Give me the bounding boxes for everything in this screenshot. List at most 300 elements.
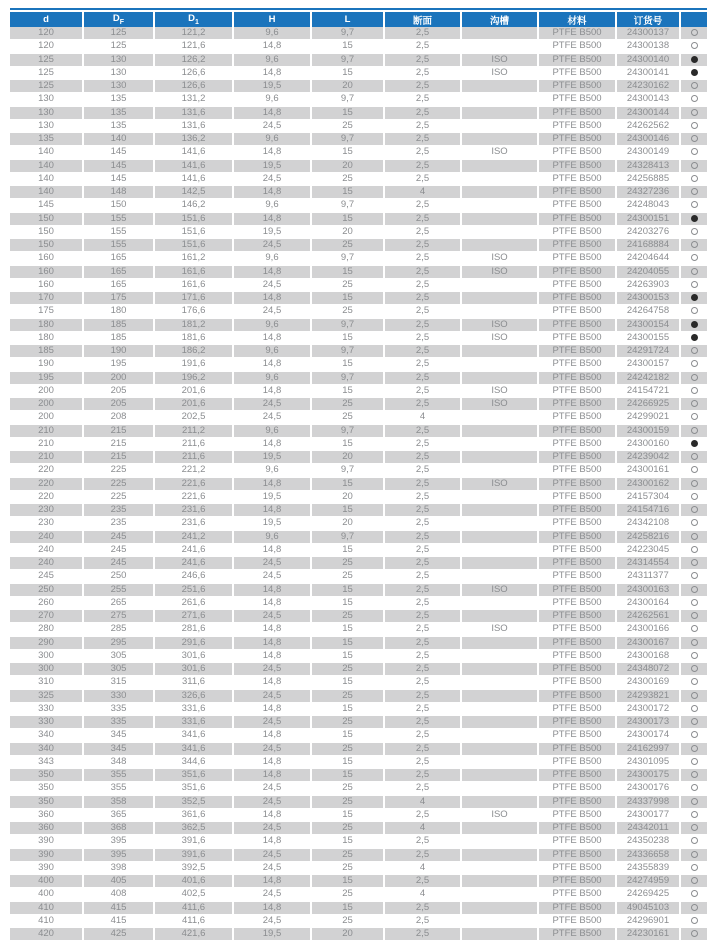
cell-d: 270: [10, 610, 82, 623]
open-circle-icon: [691, 678, 698, 685]
cell-material: PTFE B500: [537, 703, 615, 716]
cell-d-1: 211,6: [153, 438, 232, 451]
table-row: [10, 849, 707, 862]
cell-d-1: 131,6: [153, 120, 232, 133]
cell-order-number: 24242182: [615, 372, 679, 385]
cell-d: 150: [10, 213, 82, 226]
cell-material: PTFE B500: [537, 464, 615, 477]
cell-cross-section: 2,5: [383, 544, 460, 557]
open-circle-icon: [691, 837, 698, 844]
cell-h: 19,5: [232, 160, 310, 173]
cell-d-1: 291,6: [153, 637, 232, 650]
cell-order-number: 24291724: [615, 345, 679, 358]
cell-order-number: 24262561: [615, 610, 679, 623]
cell-d-f: 150: [82, 199, 153, 212]
cell-d-1: 391,6: [153, 849, 232, 862]
cell-d-f: 130: [82, 80, 153, 93]
cell-d-f: 355: [82, 782, 153, 795]
cell-groove: [460, 650, 537, 663]
cell-h: 24,5: [232, 849, 310, 862]
open-circle-icon: [691, 572, 698, 579]
open-circle-icon: [691, 493, 698, 500]
cell-order-number: 24300162: [615, 478, 679, 491]
cell-d-f: 215: [82, 451, 153, 464]
cell-availability: [679, 862, 707, 875]
cell-order-number: 24348072: [615, 663, 679, 676]
table-row: [10, 663, 707, 676]
cell-groove: [460, 491, 537, 504]
cell-groove: [460, 690, 537, 703]
cell-h: 14,8: [232, 544, 310, 557]
open-circle-icon: [691, 798, 698, 805]
cell-order-number: 24300141: [615, 67, 679, 80]
cell-l: 20: [310, 928, 383, 941]
table-row: [10, 358, 707, 371]
cell-d-f: 235: [82, 517, 153, 530]
cell-l: 25: [310, 782, 383, 795]
cell-cross-section: 2,5: [383, 252, 460, 265]
cell-cross-section: 2,5: [383, 597, 460, 610]
cell-d-1: 241,6: [153, 557, 232, 570]
table-row: [10, 570, 707, 583]
cell-h: 19,5: [232, 451, 310, 464]
table-row: [10, 623, 707, 636]
table-row: [10, 425, 707, 438]
cell-availability: [679, 80, 707, 93]
cell-groove: ISO: [460, 67, 537, 80]
table-row: [10, 782, 707, 795]
cell-l: 20: [310, 160, 383, 173]
open-circle-icon: [691, 201, 698, 208]
cell-l: 9,7: [310, 93, 383, 106]
cell-d-1: 211,6: [153, 451, 232, 464]
table-row: [10, 716, 707, 729]
cell-d-1: 141,6: [153, 173, 232, 186]
cell-d: 343: [10, 756, 82, 769]
cell-l: 25: [310, 915, 383, 928]
cell-groove: [460, 93, 537, 106]
cell-d-1: 201,6: [153, 398, 232, 411]
cell-d-1: 281,6: [153, 623, 232, 636]
cell-d: 410: [10, 902, 82, 915]
cell-groove: [460, 915, 537, 928]
cell-cross-section: 2,5: [383, 716, 460, 729]
table-row: [10, 862, 707, 875]
open-circle-icon: [691, 307, 698, 314]
cell-cross-section: 2,5: [383, 133, 460, 146]
cell-material: PTFE B500: [537, 570, 615, 583]
cell-order-number: 24299021: [615, 411, 679, 424]
table-row: [10, 372, 707, 385]
cell-groove: [460, 597, 537, 610]
cell-material: PTFE B500: [537, 80, 615, 93]
table-row: [10, 888, 707, 901]
cell-material: PTFE B500: [537, 332, 615, 345]
cell-h: 9,6: [232, 425, 310, 438]
cell-order-number: 24256885: [615, 173, 679, 186]
cell-groove: [460, 756, 537, 769]
cell-h: 24,5: [232, 398, 310, 411]
cell-d-f: 208: [82, 411, 153, 424]
open-circle-icon: [691, 890, 698, 897]
cell-d-f: 425: [82, 928, 153, 941]
cell-d: 245: [10, 570, 82, 583]
cell-groove: ISO: [460, 332, 537, 345]
cell-l: 25: [310, 557, 383, 570]
cell-d-1: 142,5: [153, 186, 232, 199]
cell-order-number: 24266925: [615, 398, 679, 411]
cell-groove: [460, 743, 537, 756]
cell-d-1: 271,6: [153, 610, 232, 623]
cell-h: 24,5: [232, 915, 310, 928]
column-header-h: H: [232, 12, 310, 27]
cell-groove: [460, 160, 537, 173]
cell-d-f: 285: [82, 623, 153, 636]
cell-d-f: 165: [82, 266, 153, 279]
cell-availability: [679, 756, 707, 769]
cell-d: 150: [10, 226, 82, 239]
cell-cross-section: 2,5: [383, 729, 460, 742]
cell-order-number: 24204055: [615, 266, 679, 279]
cell-d-1: 131,6: [153, 107, 232, 120]
cell-h: 14,8: [232, 385, 310, 398]
cell-material: PTFE B500: [537, 676, 615, 689]
cell-order-number: 24300168: [615, 650, 679, 663]
cell-groove: [460, 531, 537, 544]
cell-cross-section: 2,5: [383, 478, 460, 491]
cell-cross-section: 2,5: [383, 54, 460, 67]
cell-d-f: 315: [82, 676, 153, 689]
cell-order-number: 24154716: [615, 504, 679, 517]
cell-h: 14,8: [232, 266, 310, 279]
cell-availability: [679, 146, 707, 159]
table-row: [10, 796, 707, 809]
cell-l: 25: [310, 279, 383, 292]
cell-order-number: 24300157: [615, 358, 679, 371]
table-row: [10, 743, 707, 756]
cell-availability: [679, 822, 707, 835]
cell-d-f: 225: [82, 478, 153, 491]
cell-availability: [679, 345, 707, 358]
cell-d-f: 165: [82, 252, 153, 265]
cell-order-number: 24300161: [615, 464, 679, 477]
cell-availability: [679, 292, 707, 305]
cell-material: PTFE B500: [537, 504, 615, 517]
cell-availability: [679, 464, 707, 477]
open-circle-icon: [691, 692, 698, 699]
cell-d: 130: [10, 93, 82, 106]
filled-circle-icon: [691, 440, 698, 447]
cell-d-f: 415: [82, 902, 153, 915]
cell-d-f: 225: [82, 491, 153, 504]
table-row: [10, 451, 707, 464]
cell-cross-section: 4: [383, 822, 460, 835]
cell-material: PTFE B500: [537, 107, 615, 120]
cell-order-number: 24157304: [615, 491, 679, 504]
table-row: [10, 491, 707, 504]
open-circle-icon: [691, 917, 698, 924]
cell-cross-section: 2,5: [383, 385, 460, 398]
cell-h: 9,6: [232, 93, 310, 106]
cell-groove: [460, 464, 537, 477]
cell-material: PTFE B500: [537, 902, 615, 915]
filled-circle-icon: [691, 56, 698, 63]
cell-d: 325: [10, 690, 82, 703]
cell-availability: [679, 690, 707, 703]
cell-groove: [460, 438, 537, 451]
cell-availability: [679, 213, 707, 226]
cell-d-1: 362,5: [153, 822, 232, 835]
cell-order-number: 24300167: [615, 637, 679, 650]
table-row: [10, 676, 707, 689]
cell-d: 140: [10, 186, 82, 199]
cell-order-number: 24203276: [615, 226, 679, 239]
cell-groove: [460, 504, 537, 517]
cell-cross-section: 2,5: [383, 67, 460, 80]
table-row: [10, 464, 707, 477]
cell-d-1: 221,2: [153, 464, 232, 477]
cell-order-number: 24300151: [615, 213, 679, 226]
cell-groove: [460, 173, 537, 186]
cell-groove: [460, 862, 537, 875]
cell-d: 400: [10, 888, 82, 901]
cell-l: 15: [310, 902, 383, 915]
cell-d-1: 151,6: [153, 239, 232, 252]
table-row: [10, 173, 707, 186]
cell-order-number: 24300159: [615, 425, 679, 438]
cell-cross-section: 2,5: [383, 504, 460, 517]
cell-groove: [460, 107, 537, 120]
cell-l: 15: [310, 186, 383, 199]
cell-order-number: 24204644: [615, 252, 679, 265]
cell-groove: [460, 703, 537, 716]
cell-cross-section: 2,5: [383, 451, 460, 464]
table-row: [10, 332, 707, 345]
cell-l: 9,7: [310, 252, 383, 265]
cell-d-1: 126,6: [153, 67, 232, 80]
cell-d-f: 335: [82, 703, 153, 716]
cell-groove: ISO: [460, 146, 537, 159]
cell-l: 25: [310, 849, 383, 862]
cell-groove: [460, 517, 537, 530]
open-circle-icon: [691, 148, 698, 155]
cell-material: PTFE B500: [537, 584, 615, 597]
cell-h: 24,5: [232, 796, 310, 809]
cell-availability: [679, 544, 707, 557]
cell-order-number: 24300144: [615, 107, 679, 120]
cell-cross-section: 2,5: [383, 93, 460, 106]
cell-cross-section: 4: [383, 888, 460, 901]
open-circle-icon: [691, 42, 698, 49]
cell-l: 25: [310, 743, 383, 756]
cell-d: 350: [10, 796, 82, 809]
cell-d-f: 368: [82, 822, 153, 835]
cell-d-f: 408: [82, 888, 153, 901]
cell-h: 14,8: [232, 40, 310, 53]
cell-d-f: 398: [82, 862, 153, 875]
cell-d-f: 245: [82, 557, 153, 570]
open-circle-icon: [691, 811, 698, 818]
cell-l: 15: [310, 67, 383, 80]
cell-cross-section: 2,5: [383, 358, 460, 371]
cell-cross-section: 2,5: [383, 690, 460, 703]
cell-d-1: 211,2: [153, 425, 232, 438]
cell-h: 9,6: [232, 464, 310, 477]
open-circle-icon: [691, 360, 698, 367]
open-circle-icon: [691, 387, 698, 394]
cell-order-number: 24314554: [615, 557, 679, 570]
cell-d: 200: [10, 398, 82, 411]
open-circle-icon: [691, 228, 698, 235]
cell-material: PTFE B500: [537, 213, 615, 226]
cell-l: 9,7: [310, 531, 383, 544]
cell-h: 24,5: [232, 822, 310, 835]
cell-cross-section: 4: [383, 186, 460, 199]
cell-order-number: 24300169: [615, 676, 679, 689]
cell-l: 9,7: [310, 54, 383, 67]
cell-availability: [679, 928, 707, 941]
cell-d: 330: [10, 703, 82, 716]
cell-l: 15: [310, 584, 383, 597]
table-row: [10, 186, 707, 199]
table-row: [10, 54, 707, 67]
table-row: [10, 928, 707, 941]
open-circle-icon: [691, 82, 698, 89]
cell-order-number: 24300153: [615, 292, 679, 305]
cell-d-1: 352,5: [153, 796, 232, 809]
cell-material: PTFE B500: [537, 385, 615, 398]
cell-availability: [679, 703, 707, 716]
cell-d-1: 421,6: [153, 928, 232, 941]
cell-d: 420: [10, 928, 82, 941]
cell-d-1: 331,6: [153, 716, 232, 729]
cell-material: PTFE B500: [537, 610, 615, 623]
cell-h: 14,8: [232, 478, 310, 491]
cell-availability: [679, 305, 707, 318]
cell-l: 25: [310, 663, 383, 676]
cell-l: 15: [310, 637, 383, 650]
open-circle-icon: [691, 466, 698, 473]
cell-availability: [679, 782, 707, 795]
cell-d-f: 130: [82, 54, 153, 67]
cell-material: PTFE B500: [537, 862, 615, 875]
column-header-cross-section: 断面: [383, 12, 460, 27]
cell-cross-section: 2,5: [383, 372, 460, 385]
cell-groove: [460, 557, 537, 570]
table-row: [10, 398, 707, 411]
cell-material: PTFE B500: [537, 756, 615, 769]
open-circle-icon: [691, 877, 698, 884]
cell-cross-section: 2,5: [383, 226, 460, 239]
cell-h: 14,8: [232, 292, 310, 305]
cell-order-number: 24300137: [615, 27, 679, 40]
cell-groove: [460, 451, 537, 464]
cell-cross-section: 2,5: [383, 849, 460, 862]
cell-h: 24,5: [232, 120, 310, 133]
cell-d-1: 341,6: [153, 743, 232, 756]
cell-availability: [679, 40, 707, 53]
cell-availability: [679, 597, 707, 610]
cell-d-1: 301,6: [153, 650, 232, 663]
cell-material: PTFE B500: [537, 822, 615, 835]
cell-material: PTFE B500: [537, 358, 615, 371]
cell-l: 15: [310, 478, 383, 491]
cell-h: 14,8: [232, 213, 310, 226]
cell-availability: [679, 531, 707, 544]
cell-groove: [460, 769, 537, 782]
open-circle-icon: [691, 254, 698, 261]
filled-circle-icon: [691, 294, 698, 301]
cell-d-f: 250: [82, 570, 153, 583]
cell-d: 195: [10, 372, 82, 385]
cell-order-number: 24327236: [615, 186, 679, 199]
cell-order-number: 24296901: [615, 915, 679, 928]
cell-l: 15: [310, 266, 383, 279]
cell-groove: ISO: [460, 266, 537, 279]
cell-d-f: 245: [82, 544, 153, 557]
cell-d: 340: [10, 729, 82, 742]
cell-availability: [679, 173, 707, 186]
cell-h: 9,6: [232, 319, 310, 332]
open-circle-icon: [691, 784, 698, 791]
cell-order-number: 24300146: [615, 133, 679, 146]
table-row: [10, 875, 707, 888]
table-row: [10, 239, 707, 252]
cell-order-number: 24274959: [615, 875, 679, 888]
cell-d-1: 241,2: [153, 531, 232, 544]
column-header-l: L: [310, 12, 383, 27]
cell-l: 20: [310, 80, 383, 93]
cell-l: 25: [310, 305, 383, 318]
cell-availability: [679, 743, 707, 756]
cell-d-f: 395: [82, 849, 153, 862]
cell-order-number: 24300175: [615, 769, 679, 782]
table-row: [10, 504, 707, 517]
cell-d-f: 155: [82, 213, 153, 226]
cell-availability: [679, 279, 707, 292]
cell-d: 300: [10, 650, 82, 663]
cell-d-f: 155: [82, 239, 153, 252]
cell-h: 14,8: [232, 729, 310, 742]
cell-d-f: 145: [82, 173, 153, 186]
cell-d: 220: [10, 464, 82, 477]
table-row: [10, 438, 707, 451]
open-circle-icon: [691, 281, 698, 288]
cell-availability: [679, 160, 707, 173]
cell-h: 14,8: [232, 623, 310, 636]
cell-cross-section: 2,5: [383, 623, 460, 636]
column-header-subscript: 1: [194, 18, 199, 26]
cell-material: PTFE B500: [537, 690, 615, 703]
cell-d: 140: [10, 160, 82, 173]
cell-l: 9,7: [310, 27, 383, 40]
cell-d-1: 131,2: [153, 93, 232, 106]
cell-groove: [460, 637, 537, 650]
cell-cross-section: 2,5: [383, 782, 460, 795]
cell-material: PTFE B500: [537, 411, 615, 424]
cell-d-f: 305: [82, 663, 153, 676]
cell-h: 14,8: [232, 637, 310, 650]
table-row: [10, 40, 707, 53]
open-circle-icon: [691, 864, 698, 871]
open-circle-icon: [691, 175, 698, 182]
cell-d: 390: [10, 835, 82, 848]
cell-d: 240: [10, 544, 82, 557]
cell-order-number: 24300176: [615, 782, 679, 795]
filled-circle-icon: [691, 334, 698, 341]
cell-d: 220: [10, 491, 82, 504]
cell-d-1: 202,5: [153, 411, 232, 424]
